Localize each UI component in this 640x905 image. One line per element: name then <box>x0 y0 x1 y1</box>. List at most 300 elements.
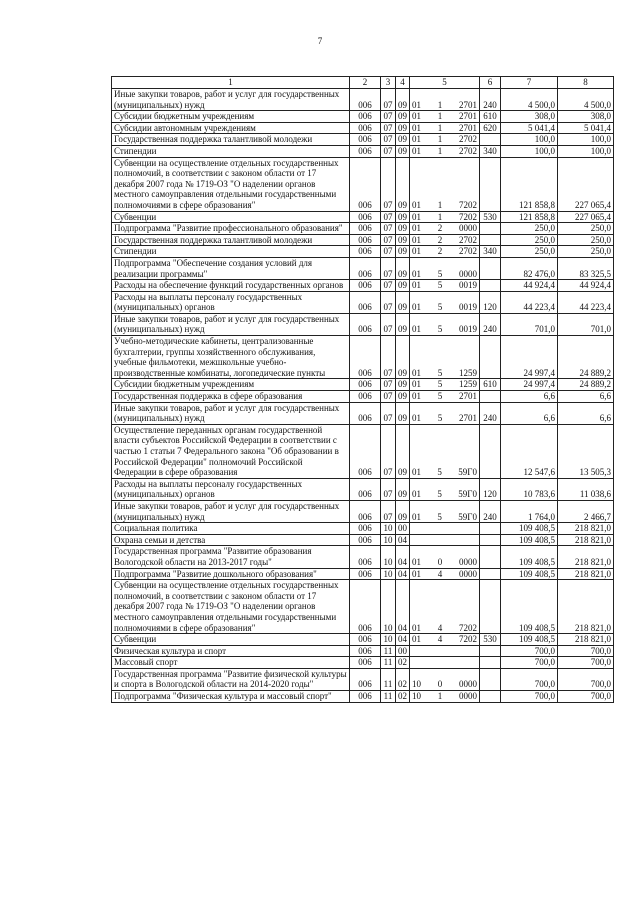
amount-year-1: 109 408,5 <box>501 580 558 634</box>
expense-type-code <box>480 580 501 634</box>
subsection-code: 09 <box>396 313 410 335</box>
table-row <box>112 336 614 379</box>
expense-type-code <box>480 157 501 211</box>
section-code: 07 <box>381 291 396 313</box>
expense-name: Субсидии бюджетным учреждениям <box>112 111 350 123</box>
target-article-direction: 59Г0 <box>458 467 477 478</box>
expense-name: Субвенции <box>112 211 350 223</box>
target-article-parts <box>412 123 477 134</box>
table-row <box>112 402 614 424</box>
target-article-program: 01 <box>412 99 421 110</box>
target-article-code <box>410 424 480 478</box>
target-article-direction: 2702 <box>459 246 477 257</box>
amount-year-1: 4 500,0 <box>501 89 558 111</box>
subsection-code: 09 <box>396 111 410 123</box>
amount-year-2: 250,0 <box>558 223 614 235</box>
ministry-code: 006 <box>350 313 381 335</box>
section-code: 07 <box>381 313 396 335</box>
target-article-direction: 7202 <box>459 199 477 210</box>
subsection-code: 02 <box>396 657 410 669</box>
expense-type-code <box>480 424 501 478</box>
table-row <box>112 89 614 111</box>
subsection-code: 09 <box>396 157 410 211</box>
target-article-subprogram: 2 <box>437 223 443 234</box>
subsection-code: 09 <box>396 211 410 223</box>
amount-year-2: 250,0 <box>558 246 614 258</box>
target-article-program: 01 <box>412 379 421 390</box>
table-row <box>112 634 614 646</box>
ministry-code: 006 <box>350 546 381 568</box>
subsection-code: 09 <box>396 402 410 424</box>
ministry-code: 006 <box>350 500 381 522</box>
target-article-direction: 2701 <box>459 111 477 122</box>
ministry-code: 006 <box>350 691 381 703</box>
target-article-code <box>410 211 480 223</box>
table-row <box>112 257 614 279</box>
target-article-code <box>410 645 480 657</box>
table-row <box>112 534 614 546</box>
table-row <box>112 478 614 500</box>
target-article-parts <box>412 246 477 257</box>
section-code: 07 <box>381 336 396 379</box>
target-article-direction: 0000 <box>459 568 477 579</box>
expense-name: Субсидии автономным учреждениям <box>112 122 350 134</box>
ministry-code: 006 <box>350 257 381 279</box>
target-article-parts <box>412 391 477 402</box>
ministry-code: 006 <box>350 145 381 157</box>
amount-year-2: 700,0 <box>558 668 614 690</box>
target-article-program: 01 <box>412 413 421 424</box>
table-row <box>112 291 614 313</box>
target-article-code <box>410 534 480 546</box>
amount-year-2: 13 505,3 <box>558 424 614 478</box>
target-article-subprogram: 2 <box>437 246 443 257</box>
amount-year-1: 100,0 <box>501 145 558 157</box>
target-article-subprogram: 5 <box>437 413 443 424</box>
target-article-parts <box>412 223 477 234</box>
amount-year-1: 250,0 <box>501 246 558 258</box>
amount-year-1: 700,0 <box>501 657 558 669</box>
subsection-code: 09 <box>396 145 410 157</box>
amount-year-2: 700,0 <box>558 645 614 657</box>
target-article-subprogram: 5 <box>437 268 443 279</box>
header-cell-3: 3 <box>381 77 396 89</box>
expense-name: Расходы на выплаты персоналу государственных (муниципальных) органов <box>112 291 350 313</box>
expense-name: Государственная поддержка в сфере образования <box>112 391 350 403</box>
ministry-code: 006 <box>350 336 381 379</box>
subsection-code: 00 <box>396 645 410 657</box>
target-article-parts <box>412 146 477 157</box>
amount-year-2: 100,0 <box>558 134 614 146</box>
expense-name: Иные закупки товаров, работ и услуг для государственных (муниципальных) нужд <box>112 402 350 424</box>
amount-year-1: 250,0 <box>501 234 558 246</box>
amount-year-2: 11 038,6 <box>558 478 614 500</box>
subsection-code: 09 <box>396 122 410 134</box>
budget-table-body <box>112 77 614 703</box>
target-article-parts <box>412 413 477 424</box>
expense-type-code <box>480 257 501 279</box>
amount-year-2: 5 041,4 <box>558 122 614 134</box>
ministry-code: 006 <box>350 391 381 403</box>
target-article-program: 01 <box>412 568 421 579</box>
amount-year-2: 700,0 <box>558 691 614 703</box>
amount-year-2: 218 821,0 <box>558 546 614 568</box>
table-row <box>112 691 614 703</box>
expense-type-code <box>480 568 501 580</box>
amount-year-2: 2 466,7 <box>558 500 614 522</box>
target-article-subprogram: 1 <box>437 122 443 133</box>
target-article-program: 01 <box>412 111 421 122</box>
subsection-code: 09 <box>396 500 410 522</box>
target-article-code <box>410 657 480 669</box>
amount-year-1: 250,0 <box>501 223 558 235</box>
amount-year-1: 308,0 <box>501 111 558 123</box>
ministry-code: 006 <box>350 234 381 246</box>
expense-name: Стипендии <box>112 246 350 258</box>
target-article-code <box>410 280 480 292</box>
target-article-program: 01 <box>412 145 421 156</box>
amount-year-2: 6,6 <box>558 402 614 424</box>
expense-type-code <box>480 534 501 546</box>
target-article-subprogram: 5 <box>437 391 443 402</box>
ministry-code: 006 <box>350 668 381 690</box>
section-code: 11 <box>381 691 396 703</box>
subsection-code: 09 <box>396 478 410 500</box>
target-article-code <box>410 89 480 111</box>
target-article-parts <box>412 489 477 500</box>
subsection-code: 09 <box>396 89 410 111</box>
target-article-parts <box>412 691 477 702</box>
target-article-code <box>410 691 480 703</box>
subsection-code: 09 <box>396 246 410 258</box>
target-article-program: 01 <box>412 122 421 133</box>
expense-type-code <box>480 645 501 657</box>
target-article-direction: 0000 <box>459 556 477 567</box>
ministry-code: 006 <box>350 645 381 657</box>
ministry-code: 006 <box>350 478 381 500</box>
target-article-code <box>410 246 480 258</box>
target-article-program: 01 <box>412 622 421 633</box>
section-code: 07 <box>381 478 396 500</box>
amount-year-1: 24 997,4 <box>501 336 558 379</box>
expense-type-code: 240 <box>480 402 501 424</box>
target-article-code <box>410 546 480 568</box>
target-article-program: 01 <box>412 391 421 402</box>
target-article-direction: 2702 <box>459 234 477 245</box>
target-article-subprogram: 4 <box>437 568 443 579</box>
target-article-code <box>410 157 480 211</box>
expense-type-code: 530 <box>480 634 501 646</box>
amount-year-2: 227 065,4 <box>558 157 614 211</box>
section-code: 07 <box>381 402 396 424</box>
target-article-program: 01 <box>412 134 421 145</box>
table-row <box>112 568 614 580</box>
target-article-direction: 59Г0 <box>458 511 477 522</box>
target-article-direction: 2701 <box>459 99 477 110</box>
table-row <box>112 546 614 568</box>
expense-type-code <box>480 546 501 568</box>
target-article-direction: 7202 <box>459 211 477 222</box>
target-article-program: 01 <box>412 223 421 234</box>
amount-year-2: 218 821,0 <box>558 580 614 634</box>
expense-name: Осуществление переданных органам государственной власти субъектов Российской Федерации в соответствии с частью 1 статьи 7 Федерального закона "Об образовании в Российской Федерации" полномочий Российской Федерации в сфере образования <box>112 424 350 478</box>
section-code: 11 <box>381 645 396 657</box>
subsection-code: 09 <box>396 336 410 379</box>
target-article-code <box>410 391 480 403</box>
ministry-code: 006 <box>350 211 381 223</box>
table-row <box>112 211 614 223</box>
table-row <box>112 111 614 123</box>
expense-name: Государственная поддержка талантливой молодежи <box>112 134 350 146</box>
target-article-code <box>410 523 480 535</box>
target-article-parts <box>412 111 477 122</box>
target-article-subprogram: 2 <box>437 234 443 245</box>
target-article-parts <box>412 134 477 145</box>
expense-type-code: 620 <box>480 122 501 134</box>
expense-name: Подпрограмма "Обеспечение создания условий для реализации программы" <box>112 257 350 279</box>
subsection-code: 04 <box>396 534 410 546</box>
target-article-parts <box>412 235 477 246</box>
subsection-code: 00 <box>396 523 410 535</box>
target-article-direction: 2702 <box>459 134 477 145</box>
subsection-code: 09 <box>396 234 410 246</box>
target-article-code <box>410 122 480 134</box>
table-row <box>112 313 614 335</box>
ministry-code: 006 <box>350 111 381 123</box>
expense-name: Иные закупки товаров, работ и услуг для государственных (муниципальных) нужд <box>112 500 350 522</box>
expense-type-code <box>480 391 501 403</box>
target-article-direction: 0000 <box>459 691 477 702</box>
subsection-code: 04 <box>396 546 410 568</box>
target-article-program: 01 <box>412 556 421 567</box>
target-article-subprogram: 5 <box>437 367 443 378</box>
target-article-subprogram: 1 <box>437 691 443 702</box>
subsection-code: 04 <box>396 580 410 634</box>
target-article-subprogram: 1 <box>437 145 443 156</box>
target-article-subprogram: 5 <box>437 467 442 478</box>
target-article-subprogram: 5 <box>437 379 443 390</box>
target-article-code <box>410 291 480 313</box>
section-code: 07 <box>381 257 396 279</box>
target-article-parts <box>412 557 477 568</box>
target-article-program: 01 <box>412 634 421 645</box>
table-row <box>112 134 614 146</box>
header-cell-1: 1 <box>112 77 350 89</box>
expense-name: Государственная поддержка талантливой молодежи <box>112 234 350 246</box>
target-article-code <box>410 313 480 335</box>
amount-year-2: 701,0 <box>558 313 614 335</box>
subsection-code: 04 <box>396 568 410 580</box>
target-article-code <box>410 336 480 379</box>
amount-year-2: 308,0 <box>558 111 614 123</box>
ministry-code: 006 <box>350 580 381 634</box>
table-row <box>112 645 614 657</box>
expense-type-code: 340 <box>480 145 501 157</box>
amount-year-1: 701,0 <box>501 313 558 335</box>
amount-year-1: 700,0 <box>501 691 558 703</box>
amount-year-2: 218 821,0 <box>558 634 614 646</box>
target-article-program: 01 <box>412 199 421 210</box>
subsection-code: 02 <box>396 668 410 690</box>
target-article-code <box>410 234 480 246</box>
expense-type-code: 120 <box>480 291 501 313</box>
amount-year-2: 700,0 <box>558 657 614 669</box>
section-code: 07 <box>381 134 396 146</box>
expense-type-code: 530 <box>480 211 501 223</box>
section-code: 07 <box>381 223 396 235</box>
target-article-subprogram: 1 <box>437 99 443 110</box>
ministry-code: 006 <box>350 534 381 546</box>
expense-type-code: 120 <box>480 478 501 500</box>
target-article-direction: 2702 <box>459 145 477 156</box>
subsection-code: 09 <box>396 257 410 279</box>
amount-year-2: 4 500,0 <box>558 89 614 111</box>
target-article-program: 01 <box>412 234 421 245</box>
target-article-subprogram: 0 <box>437 556 443 567</box>
target-article-direction: 0019 <box>459 324 477 335</box>
expense-name: Субвенции <box>112 634 350 646</box>
target-article-program: 01 <box>412 467 421 478</box>
expense-type-code: 240 <box>480 89 501 111</box>
table-row <box>112 122 614 134</box>
amount-year-2: 24 889,2 <box>558 336 614 379</box>
table-row <box>112 246 614 258</box>
expense-type-code: 240 <box>480 313 501 335</box>
target-article-code <box>410 634 480 646</box>
target-article-parts <box>412 100 477 111</box>
amount-year-1: 1 764,0 <box>501 500 558 522</box>
expense-type-code <box>480 657 501 669</box>
target-article-subprogram: 1 <box>437 134 443 145</box>
expense-type-code <box>480 523 501 535</box>
section-code: 07 <box>381 379 396 391</box>
section-code: 07 <box>381 89 396 111</box>
target-article-subprogram: 5 <box>437 489 442 500</box>
amount-year-1: 109 408,5 <box>501 523 558 535</box>
target-article-parts <box>412 269 477 280</box>
target-article-parts <box>412 467 477 478</box>
target-article-program: 01 <box>412 511 421 522</box>
expense-type-code <box>480 668 501 690</box>
header-cell-5: 5 <box>410 77 480 89</box>
amount-year-2: 218 821,0 <box>558 568 614 580</box>
table-row <box>112 234 614 246</box>
target-article-subprogram: 4 <box>437 622 443 633</box>
expense-name: Подпрограмма "Развитие дошкольного образования" <box>112 568 350 580</box>
target-article-code <box>410 111 480 123</box>
ministry-code: 006 <box>350 291 381 313</box>
target-article-direction: 2701 <box>459 391 477 402</box>
amount-year-2: 218 821,0 <box>558 534 614 546</box>
table-row <box>112 424 614 478</box>
section-code: 07 <box>381 500 396 522</box>
expense-name: Иные закупки товаров, работ и услуг для государственных (муниципальных) нужд <box>112 89 350 111</box>
target-article-program: 10 <box>412 679 421 690</box>
section-code: 07 <box>381 111 396 123</box>
amount-year-1: 12 547,6 <box>501 424 558 478</box>
section-code: 07 <box>381 211 396 223</box>
target-article-parts <box>412 379 477 390</box>
target-article-parts <box>412 569 477 580</box>
target-article-subprogram: 5 <box>437 511 442 522</box>
table-row <box>112 657 614 669</box>
target-article-subprogram: 5 <box>437 302 443 313</box>
target-article-code <box>410 580 480 634</box>
target-article-program: 01 <box>412 302 421 313</box>
target-article-code <box>410 478 480 500</box>
target-article-subprogram: 5 <box>437 324 443 335</box>
target-article-parts <box>412 368 477 379</box>
section-code: 07 <box>381 234 396 246</box>
expense-type-code <box>480 234 501 246</box>
table-row <box>112 145 614 157</box>
expense-name: Расходы на обеспечение функций государственных органов <box>112 280 350 292</box>
amount-year-1: 700,0 <box>501 645 558 657</box>
target-article-code <box>410 145 480 157</box>
expense-type-code: 340 <box>480 246 501 258</box>
amount-year-2: 44 924,4 <box>558 280 614 292</box>
section-code: 07 <box>381 157 396 211</box>
subsection-code: 09 <box>396 424 410 478</box>
section-code: 07 <box>381 280 396 292</box>
amount-year-1: 6,6 <box>501 402 558 424</box>
target-article-subprogram: 5 <box>437 280 443 291</box>
section-code: 11 <box>381 657 396 669</box>
amount-year-1: 121 858,8 <box>501 157 558 211</box>
section-code: 07 <box>381 246 396 258</box>
section-code: 10 <box>381 534 396 546</box>
expense-name: Подпрограмма "Физическая культура и массовый спорт" <box>112 691 350 703</box>
ministry-code: 006 <box>350 223 381 235</box>
expense-name: Социальная политика <box>112 523 350 535</box>
target-article-subprogram: 1 <box>437 111 443 122</box>
amount-year-1: 109 408,5 <box>501 546 558 568</box>
target-article-direction: 7202 <box>459 622 477 633</box>
budget-table <box>111 76 614 703</box>
expense-name: Расходы на выплаты персоналу государственных (муниципальных) органов <box>112 478 350 500</box>
ministry-code: 006 <box>350 157 381 211</box>
table-row <box>112 523 614 535</box>
section-code: 07 <box>381 122 396 134</box>
table-row <box>112 580 614 634</box>
ministry-code: 006 <box>350 134 381 146</box>
amount-year-2: 227 065,4 <box>558 211 614 223</box>
amount-year-2: 83 325,5 <box>558 257 614 279</box>
target-article-parts <box>412 512 477 523</box>
target-article-code <box>410 379 480 391</box>
target-article-subprogram: 1 <box>437 211 443 222</box>
expense-type-code <box>480 280 501 292</box>
section-code: 10 <box>381 634 396 646</box>
target-article-program: 01 <box>412 211 421 222</box>
target-article-program: 01 <box>412 268 421 279</box>
subsection-code: 02 <box>396 691 410 703</box>
target-article-direction: 0019 <box>459 302 477 313</box>
amount-year-2: 218 821,0 <box>558 523 614 535</box>
target-article-program: 01 <box>412 489 421 500</box>
amount-year-1: 5 041,4 <box>501 122 558 134</box>
ministry-code: 006 <box>350 122 381 134</box>
amount-year-1: 109 408,5 <box>501 534 558 546</box>
target-article-parts <box>412 212 477 223</box>
header-cell-8: 8 <box>558 77 614 89</box>
target-article-subprogram: 1 <box>437 199 443 210</box>
target-article-direction: 2701 <box>459 122 477 133</box>
expense-name: Субсидии бюджетным учреждениям <box>112 379 350 391</box>
ministry-code: 006 <box>350 424 381 478</box>
table-row <box>112 391 614 403</box>
expense-type-code <box>480 691 501 703</box>
